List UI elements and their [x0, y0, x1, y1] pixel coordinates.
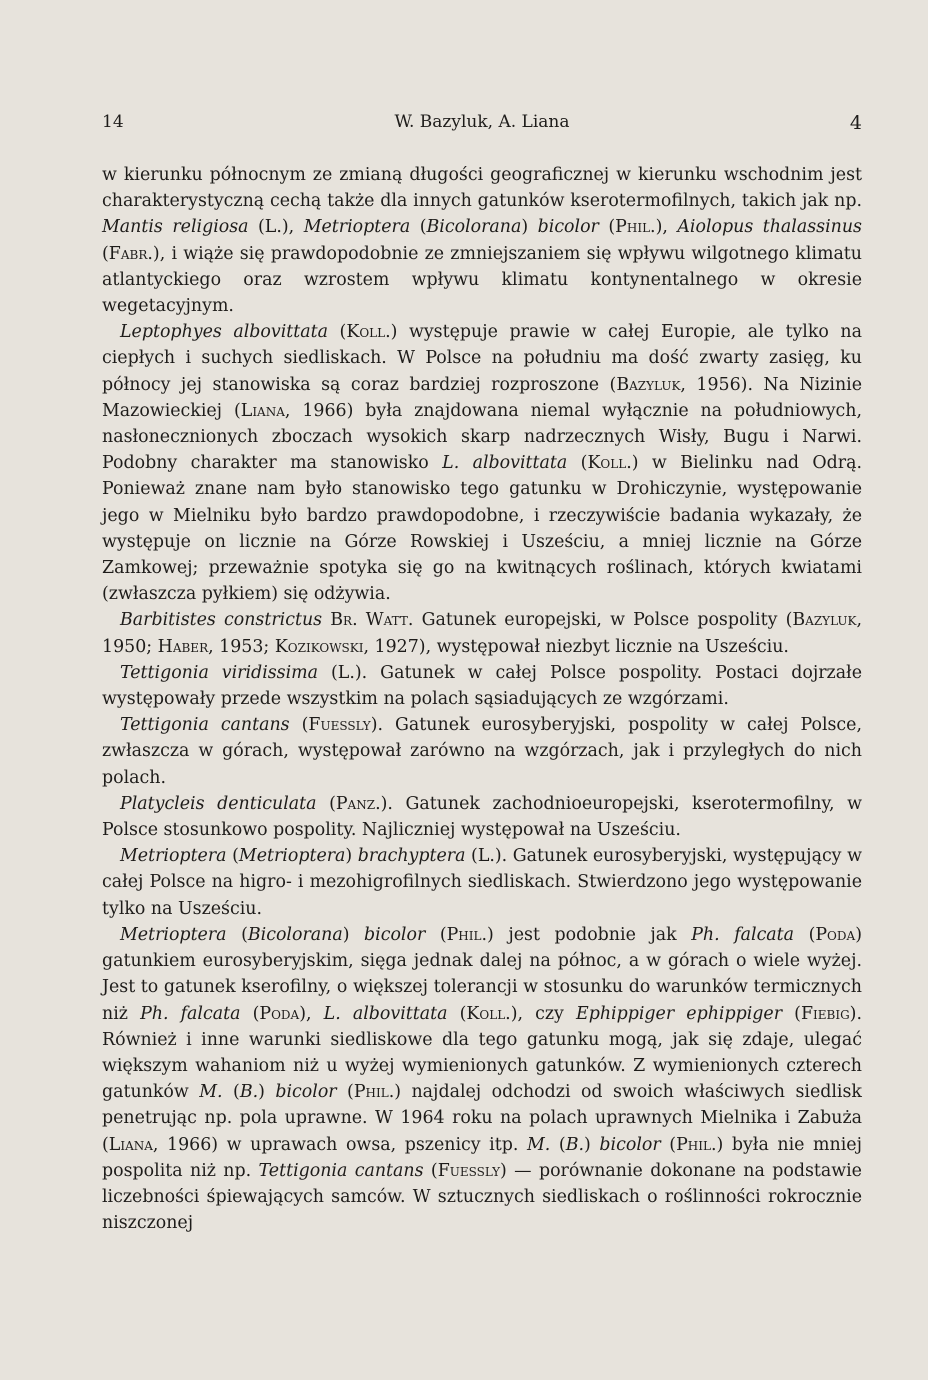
paragraph: Barbitistes constrictus Br. Watt. Gatunek europejski, w Polsce pospolity (Bazyluk, 1950; Haber, 1953; Kozikowski, 1927), występował niezbyt licznie na Usześciu. — [102, 610, 863, 657]
taxon-name: Metrioptera — [120, 846, 227, 867]
author-name: Koll. — [346, 322, 391, 343]
taxon-name: bicolor — [364, 924, 426, 945]
paragraph: Tettigonia cantans (Fuessly). Gatunek eurosyberyjski, pospolity w całej Polsce, zwłaszcza w górach, występował zarówno na wzgórzach, jak i przyległych do nich polach. — [102, 715, 862, 788]
author-name: Poda — [815, 924, 856, 945]
taxon-name: M. — [526, 1134, 551, 1155]
issue-number: 4 — [849, 112, 862, 134]
author-name: Fuessly — [437, 1160, 500, 1181]
author-name: Koll. — [466, 1003, 511, 1024]
taxon-name: B. — [239, 1082, 259, 1103]
taxon-name: Bicolorana — [247, 924, 343, 945]
author-name: Bazyluk — [792, 610, 857, 631]
paragraph: Metrioptera (Bicolorana) bicolor (Phil.) jest podobnie jak Ph. falcata (Poda) gatunkiem eurosyberyjskim, sięga jednak dalej na północ, a w górach o wiele wyżej. Jest to gatunek kserofilny, o większej tolerancji w stosunku do warunków termicznych niż Ph. falcata (Poda), L. albovittata (Koll.), czy Ephippiger ephippiger (Fiebig). Również i inne warunki siedliskowe dla tego gatunku mogą, jak się zdaje, ulegać większym wahaniom niż u wyżej wymienionych gatunków. Z wymienionych czterech gatunków M. (B.) bicolor (Phil.) najdalej odchodzi od swoich właściwych siedlisk penetrując np. pola uprawne. W 1964 roku na polach uprawnych Mielnika i Zabuża (Liana, 1966) w uprawach owsa, pszenicy itp. M. (B.) bicolor (Phil.) była nie mniej pospolita niż np. Tettigonia cantans (Fuessly) — porównanie dokonane na podstawie liczebności śpiewających samców. W sztucznych siedliskach o roślinności rokrocznie niszczonej — [102, 924, 862, 1234]
taxon-name: Platycleis denticulata — [120, 793, 317, 814]
author-name: Phil. — [615, 217, 656, 238]
taxon-name: L. albovittata — [442, 453, 568, 474]
taxon-name: Metrioptera — [120, 924, 227, 945]
author-name: Koll. — [587, 453, 632, 474]
author-name: Liana — [240, 400, 285, 421]
paragraph: Leptophyes albovittata (Koll.) występuje prawie w całej Europie, ale tylko na ciepłych i suchych siedliskach. W Polsce na południu ma dość zwarty zasięg, ku północy jej stanowiska są coraz bardziej rozproszone (Bazyluk, 1956). Na Nizinie Mazowieckiej (Liana, 1966) była znajdowana niemal wyłącznie na południowych, nasłonecznionych zboczach wysokich skarp nadrzecznych Wisły, Bugu i Narwi. Podobny charakter ma stanowisko L. albovittata (Koll.) w Bielinku nad Odrą. Ponieważ znane nam było stanowisko tego gatunku w Drohiczynie, występowanie jego w Mielniku było bardzo prawdopodobne, i rzeczywiście badania wykazały, że występuje on licznie na Górze Rowskiej i Usześciu, a mniej licznie na Górze Zamkowej; przeważnie spotyka się go na kwitnących roślinach, których kwiatami (zwłaszcza pyłkiem) się odżywia. — [102, 322, 863, 605]
taxon-name: M. — [199, 1082, 223, 1103]
paragraph: w kierunku północnym ze zmianą długości geograficznej w kierunku wschodnim jest charakterystyczną cechą także dla innych gatunków kserotermofilnych, takich jak np. Mantis religiosa (L.), Metrioptera (Bicolorana) bicolor (Phil.), Aiolopus thalassinus (Fabr.), i wiąże się prawdopodobnie ze zmniejszaniem się wpływu wilgotnego klimatu atlantyckiego oraz wzrostem wpływu klimatu kontynentalnego w okresie wegetacyjnym. — [102, 165, 862, 317]
author-name: Fabr. — [108, 243, 153, 264]
taxon-name: bicolor — [599, 1134, 661, 1155]
taxon-name: Aiolopus thalassinus — [677, 217, 862, 238]
taxon-name: Ph. falcata — [691, 924, 795, 945]
author-name: Haber — [157, 636, 209, 657]
page-header — [102, 112, 862, 140]
taxon-name: B. — [565, 1134, 585, 1155]
taxon-name: Ephippiger ephippiger — [576, 1003, 783, 1024]
paragraph: Tettigonia viridissima (L.). Gatunek w całej Polsce pospolity. Postaci dojrzałe występowały przede wszystkim na polach sąsiadujących ze wzgórzami. — [102, 662, 862, 710]
taxon-name: Tettigonia viridissima — [120, 662, 319, 683]
taxon-name: Tettigonia cantans — [120, 715, 290, 736]
taxon-name: Mantis religiosa — [102, 217, 249, 238]
taxon-name: bicolor — [537, 217, 599, 238]
taxon-name: Barbitistes constrictus — [120, 610, 323, 631]
taxon-name: Leptophyes albovittata — [120, 322, 328, 343]
body-text — [102, 162, 862, 1236]
author-name: Fuessly — [308, 715, 371, 736]
author-name: Phil. — [446, 924, 488, 945]
taxon-name: Bicolorana — [426, 217, 522, 238]
running-head: W. Bazyluk, A. Liana — [394, 112, 570, 132]
page-number: 14 — [102, 112, 124, 132]
author-name: Br. Watt. — [330, 610, 414, 631]
taxon-name: Ph. falcata — [140, 1003, 241, 1024]
author-name: Poda — [259, 1003, 300, 1024]
author-name: Bazyluk — [616, 374, 681, 395]
taxon-name: brachyptera — [357, 846, 466, 867]
author-name: Phil. — [676, 1134, 717, 1155]
taxon-name: Metrioptera — [303, 217, 411, 238]
author-name: Kozikowski — [274, 636, 364, 657]
taxon-name: L. albovittata — [323, 1003, 448, 1024]
author-name: Fiebig — [800, 1003, 850, 1024]
author-name: Phil. — [353, 1082, 395, 1103]
paragraph: Metrioptera (Metrioptera) brachyptera (L.). Gatunek eurosyberyjski, występujący w całej Polsce na higro- i mezohigrofilnych siedliskach. Stwierdzono jego występowanie tylko na Usześciu. — [102, 846, 862, 919]
paragraph: Platycleis denticulata (Panz.). Gatunek zachodnioeuropejski, kserotermofilny, w Polsce stosunkowo pospolity. Najliczniej występował na Usześciu. — [102, 793, 862, 841]
taxon-name: Tettigonia cantans — [258, 1160, 424, 1181]
author-name: Liana — [108, 1134, 153, 1155]
author-name: Panz. — [335, 793, 381, 814]
taxon-name: bicolor — [275, 1082, 337, 1103]
taxon-name: Metrioptera — [238, 846, 346, 867]
